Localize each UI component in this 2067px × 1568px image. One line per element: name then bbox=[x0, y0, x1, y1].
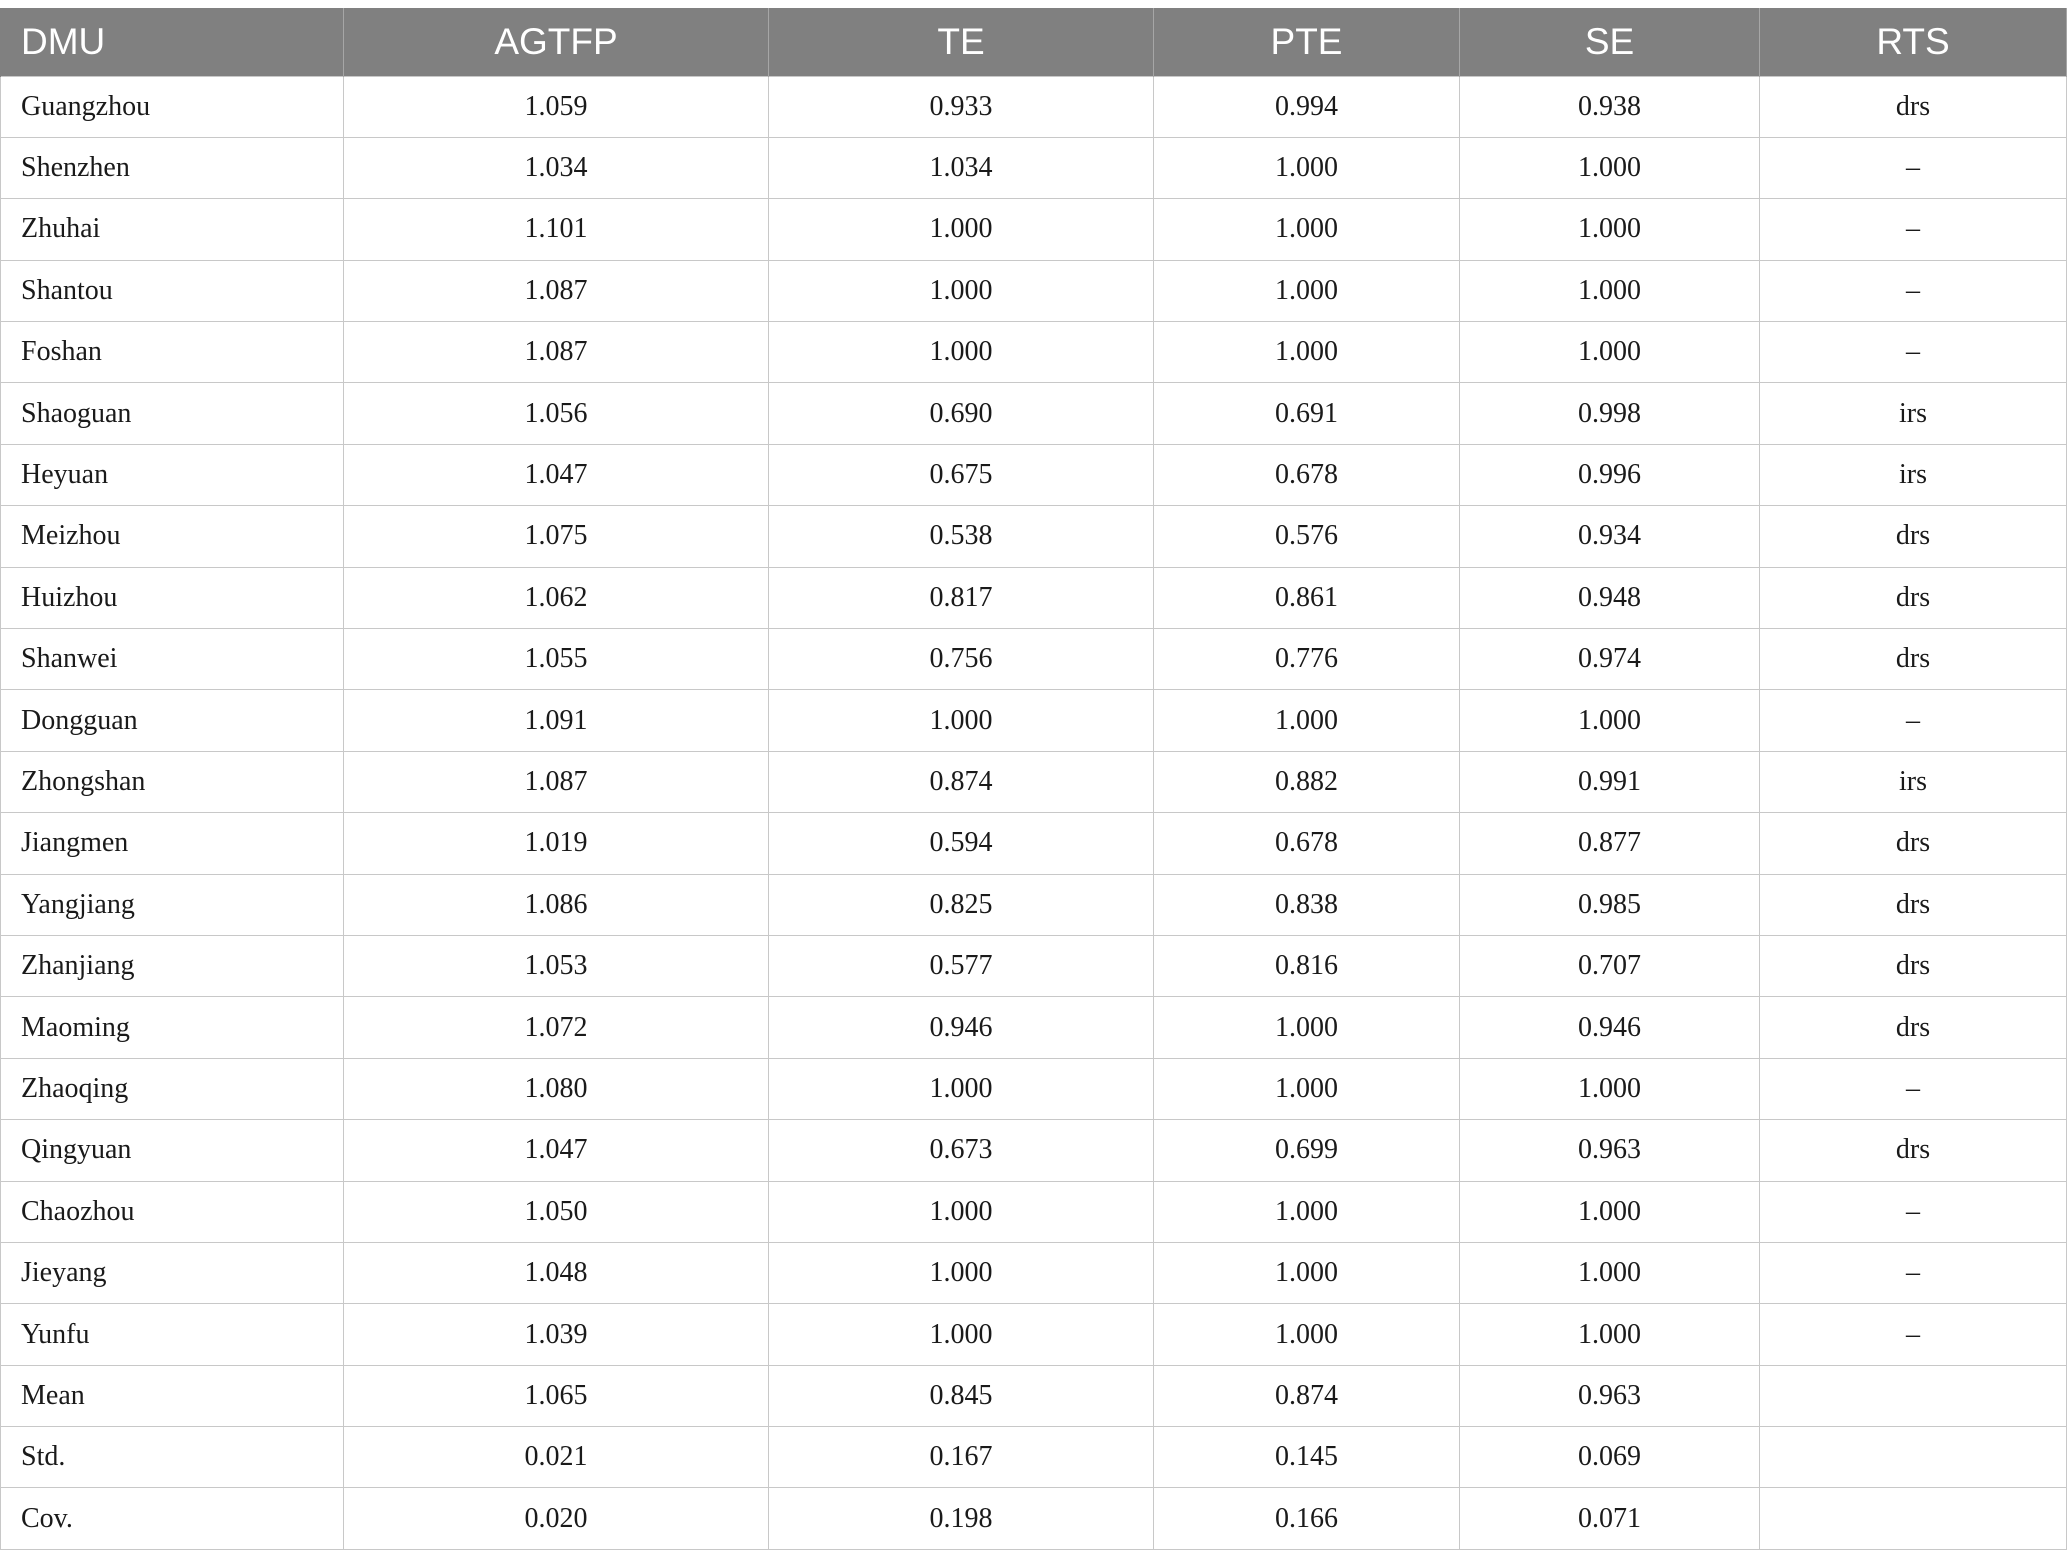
agtfp-cell: 1.065 bbox=[344, 1365, 769, 1426]
agtfp-cell: 0.021 bbox=[344, 1427, 769, 1488]
table-row bbox=[1, 1120, 2067, 1181]
te-cell: 1.000 bbox=[769, 1058, 1154, 1119]
se-cell: 1.000 bbox=[1460, 1058, 1760, 1119]
te-cell: 0.690 bbox=[769, 383, 1154, 444]
table-row bbox=[1, 874, 2067, 935]
te-cell: 1.000 bbox=[769, 199, 1154, 260]
rts-cell bbox=[1760, 1488, 2067, 1549]
table-row bbox=[1, 690, 2067, 751]
dmu-cell: Qingyuan bbox=[1, 1120, 344, 1181]
se-cell: 1.000 bbox=[1460, 1304, 1760, 1365]
se-cell: 0.998 bbox=[1460, 383, 1760, 444]
dmu-cell: Guangzhou bbox=[1, 76, 344, 137]
se-cell: 0.974 bbox=[1460, 629, 1760, 690]
agtfp-cell: 1.039 bbox=[344, 1304, 769, 1365]
rts-cell: irs bbox=[1760, 444, 2067, 505]
dmu-cell: Zhuhai bbox=[1, 199, 344, 260]
te-cell: 0.756 bbox=[769, 629, 1154, 690]
dmu-cell: Meizhou bbox=[1, 506, 344, 567]
te-cell: 1.000 bbox=[769, 1304, 1154, 1365]
se-cell: 0.985 bbox=[1460, 874, 1760, 935]
te-cell: 0.538 bbox=[769, 506, 1154, 567]
te-cell: 0.594 bbox=[769, 813, 1154, 874]
agtfp-cell: 1.047 bbox=[344, 1120, 769, 1181]
table-row bbox=[1, 76, 2067, 137]
agtfp-cell: 1.019 bbox=[344, 813, 769, 874]
te-cell: 1.000 bbox=[769, 260, 1154, 321]
rts-cell bbox=[1760, 1365, 2067, 1426]
rts-cell: drs bbox=[1760, 935, 2067, 996]
rts-cell: drs bbox=[1760, 567, 2067, 628]
column-header-te: TE bbox=[769, 8, 1154, 76]
rts-cell: – bbox=[1760, 1242, 2067, 1303]
te-cell: 1.034 bbox=[769, 137, 1154, 198]
table-row bbox=[1, 1181, 2067, 1242]
pte-cell: 1.000 bbox=[1154, 137, 1460, 198]
se-cell: 0.991 bbox=[1460, 751, 1760, 812]
se-cell: 1.000 bbox=[1460, 137, 1760, 198]
pte-cell: 1.000 bbox=[1154, 1242, 1460, 1303]
table-row bbox=[1, 997, 2067, 1058]
rts-cell: drs bbox=[1760, 813, 2067, 874]
table-row bbox=[1, 383, 2067, 444]
dmu-cell: Mean bbox=[1, 1365, 344, 1426]
agtfp-cell: 1.048 bbox=[344, 1242, 769, 1303]
pte-cell: 0.145 bbox=[1154, 1427, 1460, 1488]
pte-cell: 1.000 bbox=[1154, 1181, 1460, 1242]
rts-cell: irs bbox=[1760, 383, 2067, 444]
se-cell: 0.946 bbox=[1460, 997, 1760, 1058]
agtfp-cell: 1.062 bbox=[344, 567, 769, 628]
rts-cell: – bbox=[1760, 690, 2067, 751]
rts-cell: – bbox=[1760, 199, 2067, 260]
rts-cell: – bbox=[1760, 137, 2067, 198]
pte-cell: 0.776 bbox=[1154, 629, 1460, 690]
table-row bbox=[1, 1488, 2067, 1549]
rts-cell: irs bbox=[1760, 751, 2067, 812]
se-cell: 0.996 bbox=[1460, 444, 1760, 505]
column-header-rts: RTS bbox=[1760, 8, 2067, 76]
table-row bbox=[1, 751, 2067, 812]
table-row bbox=[1, 506, 2067, 567]
dmu-cell: Huizhou bbox=[1, 567, 344, 628]
agtfp-cell: 1.072 bbox=[344, 997, 769, 1058]
se-cell: 0.707 bbox=[1460, 935, 1760, 996]
agtfp-cell: 1.055 bbox=[344, 629, 769, 690]
agtfp-cell: 0.020 bbox=[344, 1488, 769, 1549]
column-header-se: SE bbox=[1460, 8, 1760, 76]
agtfp-cell: 1.075 bbox=[344, 506, 769, 567]
pte-cell: 0.882 bbox=[1154, 751, 1460, 812]
rts-cell: drs bbox=[1760, 997, 2067, 1058]
te-cell: 0.946 bbox=[769, 997, 1154, 1058]
efficiency-table bbox=[0, 8, 2067, 1550]
table-row bbox=[1, 629, 2067, 690]
pte-cell: 0.994 bbox=[1154, 76, 1460, 137]
dmu-cell: Dongguan bbox=[1, 690, 344, 751]
rts-cell: – bbox=[1760, 1304, 2067, 1365]
se-cell: 1.000 bbox=[1460, 260, 1760, 321]
agtfp-cell: 1.056 bbox=[344, 383, 769, 444]
dmu-cell: Jieyang bbox=[1, 1242, 344, 1303]
table-row bbox=[1, 260, 2067, 321]
table-row bbox=[1, 935, 2067, 996]
dmu-cell: Foshan bbox=[1, 322, 344, 383]
se-cell: 1.000 bbox=[1460, 1181, 1760, 1242]
rts-cell: drs bbox=[1760, 874, 2067, 935]
dmu-cell: Shanwei bbox=[1, 629, 344, 690]
pte-cell: 0.691 bbox=[1154, 383, 1460, 444]
se-cell: 1.000 bbox=[1460, 1242, 1760, 1303]
se-cell: 0.071 bbox=[1460, 1488, 1760, 1549]
table-row bbox=[1, 1365, 2067, 1426]
rts-cell: – bbox=[1760, 260, 2067, 321]
te-cell: 0.845 bbox=[769, 1365, 1154, 1426]
table-row bbox=[1, 567, 2067, 628]
dmu-cell: Zhongshan bbox=[1, 751, 344, 812]
pte-cell: 1.000 bbox=[1154, 1304, 1460, 1365]
dmu-cell: Std. bbox=[1, 1427, 344, 1488]
agtfp-cell: 1.101 bbox=[344, 199, 769, 260]
te-cell: 0.817 bbox=[769, 567, 1154, 628]
agtfp-cell: 1.080 bbox=[344, 1058, 769, 1119]
pte-cell: 1.000 bbox=[1154, 690, 1460, 751]
table-row bbox=[1, 1242, 2067, 1303]
header-row bbox=[1, 8, 2067, 76]
table-row bbox=[1, 199, 2067, 260]
pte-cell: 1.000 bbox=[1154, 322, 1460, 383]
table-row bbox=[1, 1427, 2067, 1488]
se-cell: 0.963 bbox=[1460, 1365, 1760, 1426]
se-cell: 1.000 bbox=[1460, 322, 1760, 383]
agtfp-cell: 1.053 bbox=[344, 935, 769, 996]
table-row bbox=[1, 444, 2067, 505]
dmu-cell: Heyuan bbox=[1, 444, 344, 505]
pte-cell: 0.576 bbox=[1154, 506, 1460, 567]
table-row bbox=[1, 1058, 2067, 1119]
dmu-cell: Yunfu bbox=[1, 1304, 344, 1365]
te-cell: 0.198 bbox=[769, 1488, 1154, 1549]
dmu-cell: Cov. bbox=[1, 1488, 344, 1549]
pte-cell: 1.000 bbox=[1154, 1058, 1460, 1119]
te-cell: 0.673 bbox=[769, 1120, 1154, 1181]
te-cell: 0.825 bbox=[769, 874, 1154, 935]
agtfp-cell: 1.050 bbox=[344, 1181, 769, 1242]
table-row bbox=[1, 813, 2067, 874]
dmu-cell: Maoming bbox=[1, 997, 344, 1058]
rts-cell: – bbox=[1760, 1181, 2067, 1242]
pte-cell: 0.838 bbox=[1154, 874, 1460, 935]
se-cell: 1.000 bbox=[1460, 199, 1760, 260]
rts-cell: drs bbox=[1760, 629, 2067, 690]
table-header bbox=[1, 8, 2067, 76]
rts-cell: – bbox=[1760, 322, 2067, 383]
agtfp-cell: 1.059 bbox=[344, 76, 769, 137]
rts-cell: drs bbox=[1760, 1120, 2067, 1181]
dmu-cell: Shaoguan bbox=[1, 383, 344, 444]
pte-cell: 0.699 bbox=[1154, 1120, 1460, 1181]
rts-cell: – bbox=[1760, 1058, 2067, 1119]
column-header-agtfp: AGTFP bbox=[344, 8, 769, 76]
dmu-cell: Jiangmen bbox=[1, 813, 344, 874]
table-body bbox=[1, 76, 2067, 1549]
pte-cell: 0.816 bbox=[1154, 935, 1460, 996]
agtfp-cell: 1.091 bbox=[344, 690, 769, 751]
dmu-cell: Yangjiang bbox=[1, 874, 344, 935]
rts-cell bbox=[1760, 1427, 2067, 1488]
rts-cell: drs bbox=[1760, 76, 2067, 137]
te-cell: 0.577 bbox=[769, 935, 1154, 996]
se-cell: 0.963 bbox=[1460, 1120, 1760, 1181]
pte-cell: 1.000 bbox=[1154, 199, 1460, 260]
column-header-pte: PTE bbox=[1154, 8, 1460, 76]
agtfp-cell: 1.087 bbox=[344, 751, 769, 812]
table-row bbox=[1, 322, 2067, 383]
table-row bbox=[1, 1304, 2067, 1365]
agtfp-cell: 1.087 bbox=[344, 322, 769, 383]
se-cell: 0.877 bbox=[1460, 813, 1760, 874]
te-cell: 0.675 bbox=[769, 444, 1154, 505]
se-cell: 1.000 bbox=[1460, 690, 1760, 751]
rts-cell: drs bbox=[1760, 506, 2067, 567]
pte-cell: 0.166 bbox=[1154, 1488, 1460, 1549]
se-cell: 0.069 bbox=[1460, 1427, 1760, 1488]
te-cell: 1.000 bbox=[769, 690, 1154, 751]
te-cell: 0.167 bbox=[769, 1427, 1154, 1488]
dmu-cell: Zhaoqing bbox=[1, 1058, 344, 1119]
te-cell: 1.000 bbox=[769, 322, 1154, 383]
pte-cell: 0.678 bbox=[1154, 813, 1460, 874]
pte-cell: 1.000 bbox=[1154, 997, 1460, 1058]
dmu-cell: Chaozhou bbox=[1, 1181, 344, 1242]
dmu-cell: Shantou bbox=[1, 260, 344, 321]
pte-cell: 0.861 bbox=[1154, 567, 1460, 628]
te-cell: 1.000 bbox=[769, 1242, 1154, 1303]
se-cell: 0.934 bbox=[1460, 506, 1760, 567]
agtfp-cell: 1.087 bbox=[344, 260, 769, 321]
te-cell: 0.933 bbox=[769, 76, 1154, 137]
agtfp-cell: 1.086 bbox=[344, 874, 769, 935]
te-cell: 0.874 bbox=[769, 751, 1154, 812]
se-cell: 0.938 bbox=[1460, 76, 1760, 137]
dmu-cell: Zhanjiang bbox=[1, 935, 344, 996]
pte-cell: 0.874 bbox=[1154, 1365, 1460, 1426]
table-row bbox=[1, 137, 2067, 198]
se-cell: 0.948 bbox=[1460, 567, 1760, 628]
agtfp-cell: 1.047 bbox=[344, 444, 769, 505]
te-cell: 1.000 bbox=[769, 1181, 1154, 1242]
column-header-dmu: DMU bbox=[1, 8, 344, 76]
efficiency-table-container bbox=[0, 8, 2067, 1550]
pte-cell: 0.678 bbox=[1154, 444, 1460, 505]
agtfp-cell: 1.034 bbox=[344, 137, 769, 198]
dmu-cell: Shenzhen bbox=[1, 137, 344, 198]
pte-cell: 1.000 bbox=[1154, 260, 1460, 321]
